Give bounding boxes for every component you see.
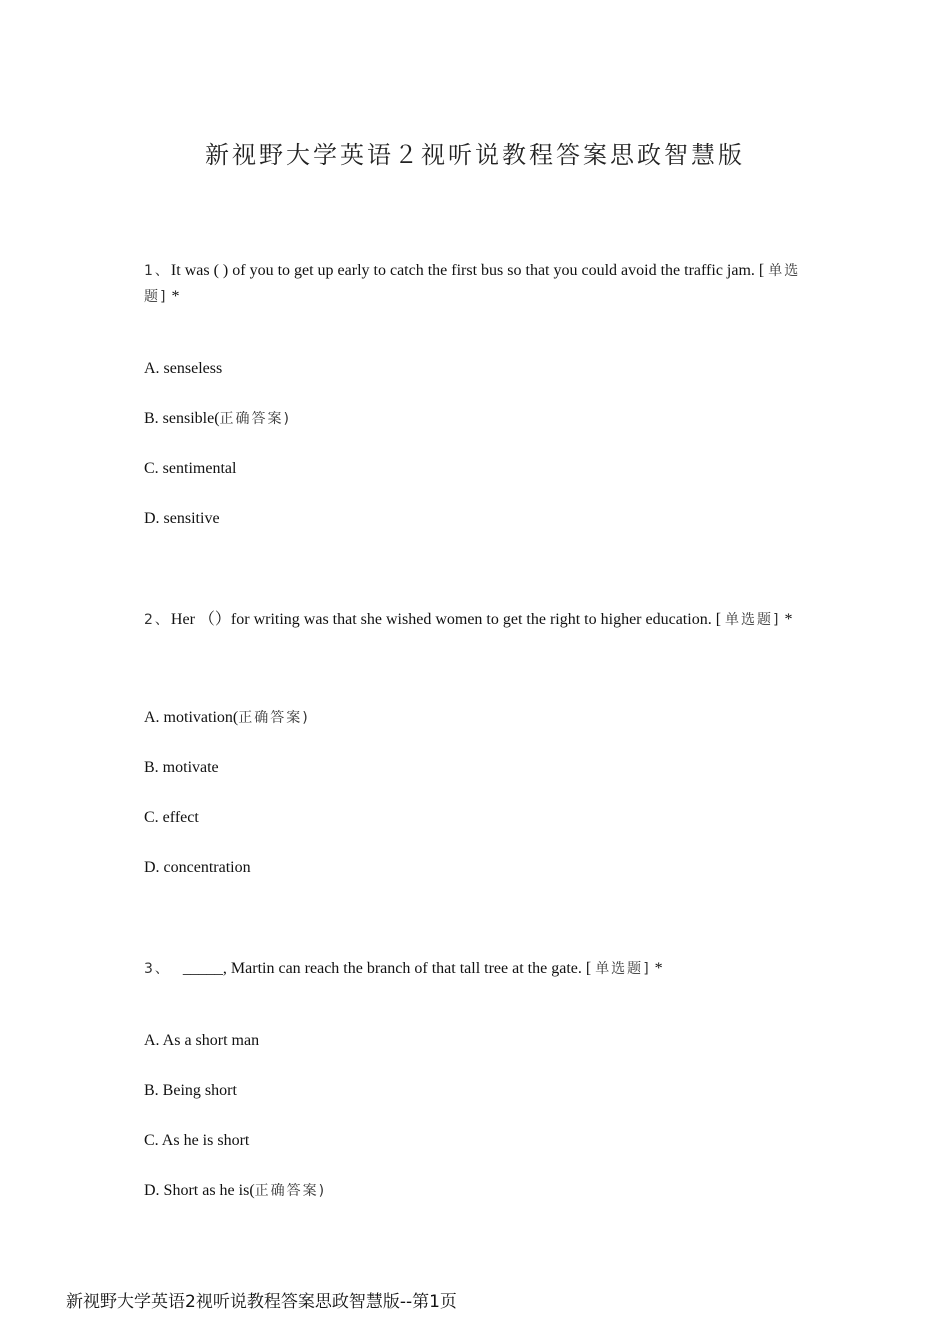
question-type: 单选题 (144, 263, 801, 305)
option-2b[interactable]: B. motivate (144, 759, 219, 776)
required-mark: * (784, 611, 793, 628)
correct-answer-mark: 正确答案) (254, 1183, 327, 1199)
question-text: _____, Martin can reach the branch of that tall tree at the gate. [ (182, 960, 592, 977)
option-1d[interactable]: D. sensitive (144, 510, 220, 527)
page-footer: 新视野大学英语2视听说教程答案思政智慧版--第1页 (66, 1292, 457, 1312)
question-number: 2、 (144, 612, 171, 628)
question-type-close: ] (643, 961, 651, 977)
question-text: Her （）for writing was that she wished women to get the right to higher education. [ (170, 611, 722, 628)
option-1b[interactable]: B. sensible(正确答案) (144, 410, 292, 427)
option-3c[interactable]: C. As he is short (144, 1132, 250, 1149)
question-type-close: ] (773, 612, 781, 628)
option-3d[interactable]: D. Short as he is(正确答案) (144, 1182, 327, 1199)
question-1 (144, 258, 816, 310)
question-type-close: ] (160, 289, 168, 305)
required-mark: * (171, 288, 180, 305)
question-number: 3、 (144, 961, 171, 977)
option-1c[interactable]: C. sentimental (144, 460, 237, 477)
required-mark: * (654, 960, 663, 977)
option-3a[interactable]: A. As a short man (144, 1032, 260, 1049)
question-type: 单选题 (595, 961, 644, 977)
question-2 (144, 607, 816, 633)
option-2a[interactable]: A. motivation(正确答案) (144, 709, 310, 726)
page-title: 新视野大学英语２视听说教程答案思政智慧版 (205, 141, 745, 169)
option-3b[interactable]: B. Being short (144, 1082, 237, 1099)
question-type: 单选题 (725, 612, 774, 628)
option-2c[interactable]: C. effect (144, 809, 199, 826)
question-3 (144, 956, 816, 982)
question-text: It was ( ) of you to get up early to catch the first bus so that you could avoid the traffic jam. [ (170, 262, 765, 279)
question-number: 1、 (144, 263, 171, 279)
option-1a[interactable]: A. senseless (144, 360, 223, 377)
option-2d[interactable]: D. concentration (144, 859, 251, 876)
correct-answer-mark: 正确答案) (219, 411, 292, 427)
correct-answer-mark: 正确答案) (238, 710, 310, 726)
